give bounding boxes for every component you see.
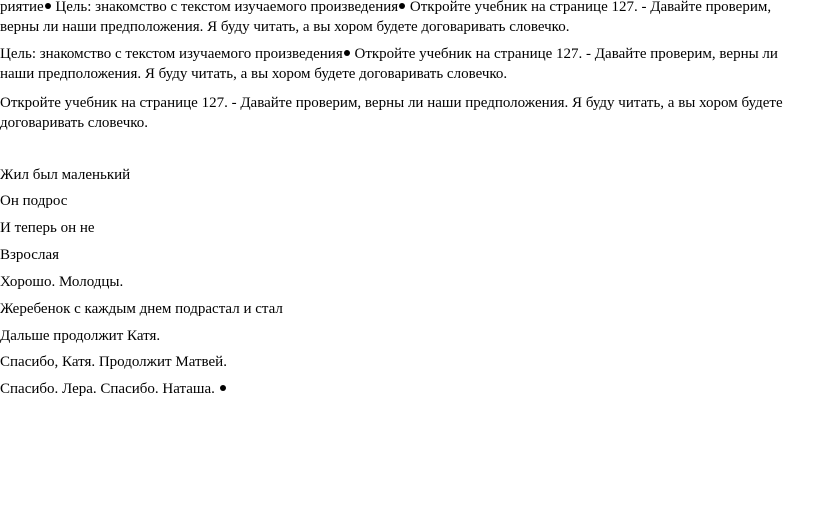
- text-line: Жеребенок с каждым днем подрастал и стал: [0, 301, 283, 317]
- text-line: Жил был маленький: [0, 167, 131, 183]
- paragraph-1-part-c: Откройте учебник на странице 127. - Давайте проверим, верны ли наши предположения. Я буду читать, а вы хором будете договаривать словечко.: [0, 0, 772, 35]
- bullet-icon: [45, 3, 51, 9]
- text-line: Спасибо, Катя. Продолжит Матвей.: [0, 354, 227, 370]
- bullet-icon: [344, 50, 350, 56]
- paragraph-3: Откройте учебник на странице 127. - Давайте проверим, верны ли наши предположения. Я буду читать, а вы хором будете договаривать словечко.: [0, 95, 783, 131]
- paragraph-1-part-a: риятие: [0, 0, 44, 15]
- text-line-last: [0, 379, 227, 399]
- paragraph-2: [0, 44, 812, 84]
- paragraph-2-part-b: Откройте учебник на странице 127. - Давайте проверим, верны ли наши предположения. Я буду читать, а вы хором будете договаривать словечко.: [0, 46, 778, 82]
- paragraph-1: [0, 0, 812, 37]
- bullet-icon: [399, 3, 405, 9]
- text-line: Взрослая: [0, 247, 60, 263]
- text-line: И теперь он не: [0, 220, 95, 236]
- paragraph-1-part-b: Цель: знакомство с текстом изучаемого произведения: [51, 0, 399, 15]
- text-line: Он подрос: [0, 193, 68, 209]
- bullet-icon: [220, 385, 226, 391]
- text-line: Дальше продолжит Катя.: [0, 328, 161, 344]
- text-line: Хорошо. Молодцы.: [0, 274, 124, 290]
- last-line-text: Спасибо. Лера. Спасибо. Наташа.: [0, 381, 219, 397]
- paragraph-2-part-a: Цель: знакомство с текстом изучаемого произведения: [0, 46, 343, 62]
